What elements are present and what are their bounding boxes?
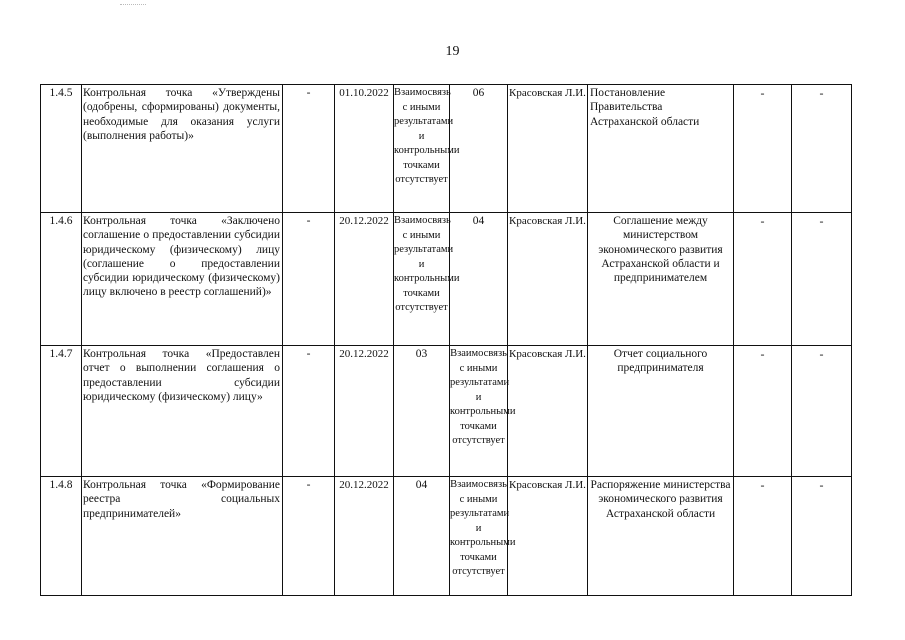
control-point-name: Контрольная точка «Формирование реестра социальных предпринимателей»	[82, 477, 283, 596]
base-value-cell: -	[283, 346, 335, 477]
dependency-text: Взаимосвязь с иными результатами и контрольными точками отсутствует	[394, 85, 450, 213]
base-value-cell: -	[283, 85, 335, 213]
control-point-name: Контрольная точка «Предоставлен отчет о выполнении соглашения о предоставлении субсидии юридическому (физическому) лицу»	[82, 346, 283, 477]
confirming-document: Постановление Правительства Астраханской области	[588, 85, 734, 213]
responsible-person: Красовская Л.И.	[508, 85, 588, 213]
table-row	[41, 213, 852, 346]
type-code: 04	[394, 477, 450, 596]
extra-cell-1: -	[734, 213, 792, 346]
base-value-cell: -	[283, 477, 335, 596]
extra-cell-1: -	[734, 85, 792, 213]
type-code: 03	[394, 346, 450, 477]
dependency-text: Взаимосвязь с иными результатами и контрольными точками отсутствует	[450, 477, 508, 596]
responsible-person: Красовская Л.И.	[508, 213, 588, 346]
deadline-date: 20.12.2022	[335, 346, 394, 477]
base-value-cell: -	[283, 213, 335, 346]
page-number: 19	[445, 44, 460, 59]
deadline-date: 20.12.2022	[335, 213, 394, 346]
extra-cell-1: -	[734, 477, 792, 596]
row-number: 1.4.8	[41, 477, 82, 596]
dependency-text: Взаимосвязь с иными результатами и контрольными точками отсутствует	[394, 213, 450, 346]
control-point-name: Контрольная точка «Утверждены (одобрены, сформированы) документы, необходимые для оказания услуги (выполнения работы)»	[82, 85, 283, 213]
row-number: 1.4.6	[41, 213, 82, 346]
extra-cell-1: -	[734, 346, 792, 477]
confirming-document: Распоряжение министерства экономического развития Астраханской области	[588, 477, 734, 596]
type-code: 06	[450, 85, 508, 213]
extra-cell-2: -	[792, 85, 852, 213]
responsible-person: Красовская Л.И.	[508, 477, 588, 596]
control-point-name: Контрольная точка «Заключено соглашение о предоставлении субсидии юридическому (физическому) лицу (соглашение о предоставлении субсидии юридическому (физическому) лицу включено в реестр соглашений)»	[82, 213, 283, 346]
table-row	[41, 477, 852, 596]
dependency-text: Взаимосвязь с иными результатами и контрольными точками отсутствует	[450, 346, 508, 477]
confirming-document: Соглашение между министерством экономического развития Астраханской области и предпринимателем	[588, 213, 734, 346]
responsible-person: Красовская Л.И.	[508, 346, 588, 477]
scan-artifact	[120, 0, 146, 5]
confirming-document: Отчет социального предпринимателя	[588, 346, 734, 477]
deadline-date: 01.10.2022	[335, 85, 394, 213]
control-points-table	[40, 84, 852, 596]
row-number: 1.4.7	[41, 346, 82, 477]
row-number: 1.4.5	[41, 85, 82, 213]
extra-cell-2: -	[792, 346, 852, 477]
deadline-date: 20.12.2022	[335, 477, 394, 596]
type-code: 04	[450, 213, 508, 346]
extra-cell-2: -	[792, 213, 852, 346]
table-row	[41, 346, 852, 477]
extra-cell-2: -	[792, 477, 852, 596]
table-row	[41, 85, 852, 213]
